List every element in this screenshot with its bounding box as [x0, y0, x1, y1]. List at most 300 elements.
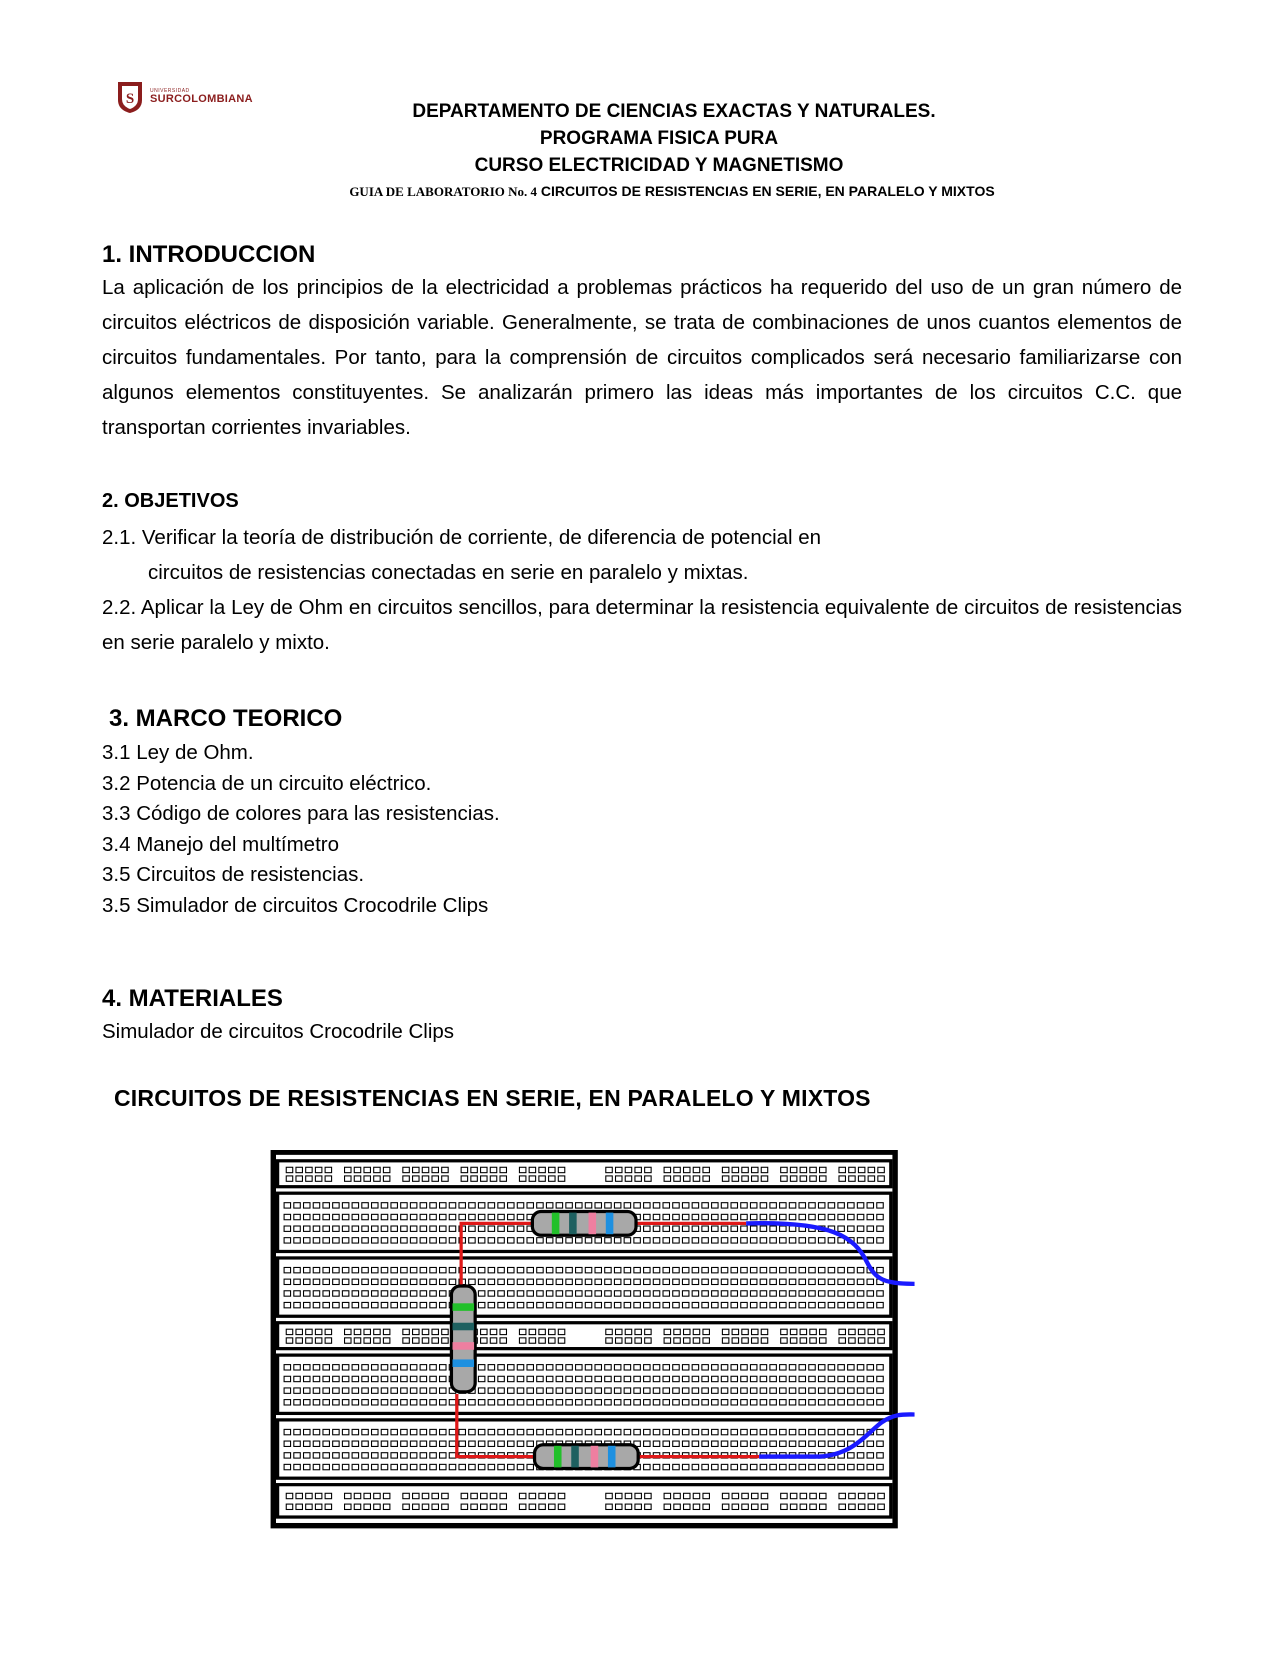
breadboard-hole	[674, 1493, 680, 1498]
breadboard-hole	[362, 1388, 368, 1393]
section-materials	[102, 984, 1182, 1049]
breadboard-hole	[731, 1429, 737, 1434]
breadboard-hole	[606, 1176, 612, 1181]
breadboard-hole	[712, 1291, 718, 1296]
breadboard-hole	[800, 1338, 806, 1343]
breadboard-hole	[556, 1302, 562, 1307]
breadboard-hole	[315, 1329, 321, 1334]
breadboard-hole	[440, 1429, 446, 1434]
breadboard-hole	[684, 1167, 690, 1172]
breadboard-hole	[488, 1464, 494, 1469]
breadboard-hole	[692, 1388, 698, 1393]
breadboard-hole	[372, 1388, 378, 1393]
resistor-bottom	[535, 1445, 639, 1469]
breadboard-hole	[644, 1279, 650, 1284]
breadboard-hole	[527, 1376, 533, 1381]
breadboard-hole	[323, 1388, 329, 1393]
breadboard-hole	[877, 1464, 883, 1469]
intro-text: La aplicación de los principios de la electricidad a problemas prácticos ha requerido del uso de un gran número de circuitos eléctricos de disposición variable. Generalmente, se trata de combinaciones de unos cuantos elementos de circuitos fundamentales. Por tanto, para la comprensión de circuitos complicados será necesario familiarizarse con algunos elementos constituyentes. Se analizarán primero las ideas más importantes de los circuitos C.C. que transportan corrientes invariables.	[102, 276, 1182, 439]
breadboard-hole	[809, 1464, 815, 1469]
breadboard-hole	[867, 1226, 873, 1231]
breadboard-hole	[750, 1203, 756, 1208]
breadboard-hole	[702, 1429, 708, 1434]
breadboard-hole	[342, 1279, 348, 1284]
breadboard-hole	[323, 1279, 329, 1284]
breadboard-hole	[342, 1400, 348, 1405]
breadboard-hole	[741, 1464, 747, 1469]
breadboard-hole	[490, 1176, 496, 1181]
breadboard-hole	[741, 1226, 747, 1231]
breadboard-hole	[722, 1176, 728, 1181]
breadboard-hole	[304, 1441, 310, 1446]
breadboard-hole	[449, 1226, 455, 1231]
breadboard-hole	[868, 1176, 874, 1181]
breadboard-hole	[549, 1493, 555, 1498]
theory-item: 3.4 Manejo del multímetro	[102, 832, 340, 856]
breadboard-hole	[362, 1279, 368, 1284]
breadboard-hole	[585, 1279, 591, 1284]
breadboard-hole	[576, 1291, 582, 1296]
breadboard-hole	[342, 1203, 348, 1208]
breadboard-hole	[867, 1291, 873, 1296]
breadboard-hole	[741, 1388, 747, 1393]
breadboard-hole	[410, 1441, 416, 1446]
breadboard-hole	[422, 1329, 428, 1334]
breadboard-hole	[481, 1338, 487, 1343]
breadboard-hole	[849, 1176, 855, 1181]
breadboard-hole	[731, 1226, 737, 1231]
breadboard-hole	[354, 1176, 360, 1181]
breadboard-hole	[789, 1203, 795, 1208]
breadboard-hole	[294, 1441, 300, 1446]
breadboard-hole	[770, 1400, 776, 1405]
breadboard-hole	[770, 1429, 776, 1434]
breadboard-hole	[780, 1400, 786, 1405]
breadboard-hole	[546, 1376, 552, 1381]
breadboard-hole	[410, 1238, 416, 1243]
breadboard-hole	[595, 1279, 601, 1284]
breadboard-hole	[742, 1493, 748, 1498]
breadboard-hole	[430, 1291, 436, 1296]
breadboard-hole	[352, 1464, 358, 1469]
breadboard-hole	[750, 1291, 756, 1296]
breadboard-hole	[294, 1429, 300, 1434]
resistor-body	[535, 1445, 639, 1469]
breadboard-hole	[422, 1504, 428, 1509]
breadboard-hole	[459, 1214, 465, 1219]
breadboard-hole	[770, 1464, 776, 1469]
breadboard-hole	[595, 1429, 601, 1434]
breadboard-hole	[296, 1329, 302, 1334]
breadboard-hole	[352, 1267, 358, 1272]
breadboard-hole	[780, 1238, 786, 1243]
breadboard-hole	[508, 1226, 514, 1231]
breadboard-hole	[478, 1441, 484, 1446]
breadboard-hole	[508, 1365, 514, 1370]
breadboard-hole	[527, 1365, 533, 1370]
breadboard-hole	[616, 1167, 622, 1172]
breadboard-hole	[703, 1167, 709, 1172]
breadboard-hole	[315, 1338, 321, 1343]
breadboard-hole	[381, 1453, 387, 1458]
breadboard-hole	[362, 1267, 368, 1272]
breadboard-hole	[304, 1214, 310, 1219]
resistor-vertical	[451, 1286, 475, 1392]
breadboard-hole	[682, 1441, 688, 1446]
breadboard-hole	[294, 1400, 300, 1405]
breadboard-hole	[294, 1226, 300, 1231]
breadboard-hole	[333, 1226, 339, 1231]
breadboard-hole	[546, 1429, 552, 1434]
breadboard-hole	[780, 1291, 786, 1296]
breadboard-hole	[508, 1388, 514, 1393]
breadboard-hole	[556, 1388, 562, 1393]
breadboard-hole	[537, 1302, 543, 1307]
breadboard-hole	[342, 1267, 348, 1272]
breadboard-hole	[634, 1279, 640, 1284]
breadboard-hole	[478, 1214, 484, 1219]
breadboard-hole	[848, 1279, 854, 1284]
breadboard-hole	[799, 1388, 805, 1393]
breadboard-hole	[877, 1226, 883, 1231]
breadboard-hole	[391, 1226, 397, 1231]
breadboard-hole	[624, 1376, 630, 1381]
breadboard-hole	[818, 1203, 824, 1208]
breadboard-hole	[362, 1464, 368, 1469]
breadboard-hole	[374, 1176, 380, 1181]
breadboard-hole	[481, 1493, 487, 1498]
breadboard-hole	[818, 1388, 824, 1393]
breadboard-hole	[644, 1400, 650, 1405]
breadboard-hole	[556, 1365, 562, 1370]
breadboard-hole	[839, 1338, 845, 1343]
breadboard-hole	[732, 1504, 738, 1509]
breadboard-hole	[818, 1441, 824, 1446]
breadboard-hole	[294, 1302, 300, 1307]
breadboard-hole	[810, 1329, 816, 1334]
breadboard-hole	[692, 1238, 698, 1243]
breadboard-hole	[362, 1302, 368, 1307]
breadboard-hole	[721, 1400, 727, 1405]
breadboard-hole	[867, 1279, 873, 1284]
resistor-band	[569, 1213, 577, 1235]
breadboard-hole	[857, 1226, 863, 1231]
breadboard-hole	[731, 1279, 737, 1284]
resistor-band	[591, 1446, 599, 1468]
breadboard-hole	[527, 1400, 533, 1405]
breadboard-hole	[848, 1291, 854, 1296]
breadboard-hole	[478, 1302, 484, 1307]
breadboard-hole	[810, 1338, 816, 1343]
breadboard-hole	[624, 1291, 630, 1296]
breadboard-hole	[442, 1176, 448, 1181]
breadboard-hole	[442, 1493, 448, 1498]
breadboard-hole	[828, 1429, 834, 1434]
breadboard-hole	[702, 1291, 708, 1296]
breadboard-hole	[284, 1279, 290, 1284]
breadboard-hole	[809, 1400, 815, 1405]
breadboard-hole	[364, 1504, 370, 1509]
breadboard-hole	[682, 1365, 688, 1370]
breadboard-hole	[781, 1504, 787, 1509]
breadboard-hole	[440, 1267, 446, 1272]
breadboard-hole	[780, 1267, 786, 1272]
breadboard-hole	[682, 1214, 688, 1219]
breadboard-hole	[653, 1388, 659, 1393]
breadboard-hole	[673, 1279, 679, 1284]
breadboard-hole	[663, 1400, 669, 1405]
breadboard-hole	[508, 1441, 514, 1446]
breadboard-hole	[693, 1504, 699, 1509]
breadboard-hole	[770, 1226, 776, 1231]
breadboard-hole	[682, 1302, 688, 1307]
breadboard-hole	[323, 1441, 329, 1446]
breadboard-hole	[868, 1493, 874, 1498]
breadboard-hole	[625, 1329, 631, 1334]
breadboard-hole	[625, 1504, 631, 1509]
breadboard-hole	[828, 1441, 834, 1446]
breadboard-hole	[401, 1267, 407, 1272]
breadboard-hole	[634, 1302, 640, 1307]
breadboard-hole	[616, 1176, 622, 1181]
breadboard-hole	[488, 1279, 494, 1284]
breadboard-hole	[576, 1376, 582, 1381]
breadboard-hole	[653, 1464, 659, 1469]
breadboard-hole	[517, 1365, 523, 1370]
breadboard-hole	[381, 1279, 387, 1284]
breadboard-strip	[278, 1161, 891, 1187]
breadboard-hole	[781, 1176, 787, 1181]
breadboard-hole	[616, 1338, 622, 1343]
theory-item: 3.2 Potencia de un circuito eléctrico.	[102, 771, 432, 795]
breadboard-hole	[742, 1338, 748, 1343]
header-program: PROGRAMA FISICA PURA	[539, 128, 779, 149]
breadboard-hole	[595, 1376, 601, 1381]
breadboard-hole	[352, 1291, 358, 1296]
breadboard-hole	[352, 1365, 358, 1370]
breadboard-hole	[800, 1167, 806, 1172]
breadboard-hole	[420, 1203, 426, 1208]
breadboard-hole	[517, 1291, 523, 1296]
breadboard-hole	[313, 1441, 319, 1446]
breadboard-hole	[867, 1453, 873, 1458]
breadboard-hole	[352, 1203, 358, 1208]
breadboard-hole	[732, 1176, 738, 1181]
breadboard-hole	[313, 1203, 319, 1208]
breadboard-hole	[663, 1365, 669, 1370]
breadboard-hole	[839, 1493, 845, 1498]
breadboard-hole	[760, 1429, 766, 1434]
breadboard-hole	[625, 1493, 631, 1498]
breadboard-hole	[732, 1338, 738, 1343]
breadboard-hole	[430, 1226, 436, 1231]
breadboard-hole	[478, 1429, 484, 1434]
breadboard-hole	[345, 1338, 351, 1343]
breadboard-hole	[674, 1176, 680, 1181]
breadboard-hole	[692, 1279, 698, 1284]
breadboard-hole	[323, 1214, 329, 1219]
breadboard-hole	[809, 1388, 815, 1393]
breadboard-hole	[595, 1291, 601, 1296]
breadboard-hole	[529, 1338, 535, 1343]
breadboard-hole	[383, 1329, 389, 1334]
breadboard-hole	[469, 1441, 475, 1446]
breadboard-hole	[333, 1365, 339, 1370]
breadboard-hole	[401, 1203, 407, 1208]
breadboard-hole	[635, 1329, 641, 1334]
breadboard-hole	[848, 1203, 854, 1208]
breadboard-hole	[498, 1388, 504, 1393]
breadboard-hole	[481, 1176, 487, 1181]
breadboard-hole	[372, 1429, 378, 1434]
breadboard-hole	[635, 1504, 641, 1509]
breadboard-hole	[878, 1338, 884, 1343]
breadboard-hole	[781, 1329, 787, 1334]
breadboard-hole	[354, 1329, 360, 1334]
breadboard-hole	[498, 1302, 504, 1307]
breadboard-hole	[469, 1203, 475, 1208]
breadboard-hole	[413, 1338, 419, 1343]
breadboard-hole	[789, 1291, 795, 1296]
breadboard-hole	[432, 1338, 438, 1343]
breadboard-hole	[741, 1267, 747, 1272]
breadboard-hole	[624, 1429, 630, 1434]
breadboard-hole	[770, 1238, 776, 1243]
breadboard-hole	[692, 1429, 698, 1434]
breadboard-strip	[278, 1485, 891, 1517]
breadboard-hole	[304, 1464, 310, 1469]
breadboard-hole	[877, 1302, 883, 1307]
breadboard-hole	[644, 1365, 650, 1370]
breadboard-hole	[760, 1388, 766, 1393]
breadboard-hole	[413, 1176, 419, 1181]
breadboard-hole	[828, 1302, 834, 1307]
breadboard-hole	[820, 1493, 826, 1498]
breadboard-hole	[364, 1176, 370, 1181]
breadboard-hole	[323, 1302, 329, 1307]
breadboard-hole	[313, 1388, 319, 1393]
breadboard-hole	[818, 1429, 824, 1434]
breadboard-hole	[333, 1302, 339, 1307]
breadboard-hole	[857, 1238, 863, 1243]
breadboard-hole	[820, 1329, 826, 1334]
breadboard-hole	[352, 1400, 358, 1405]
document-header	[0, 98, 1280, 200]
breadboard-hole	[546, 1302, 552, 1307]
breadboard-hole	[488, 1365, 494, 1370]
breadboard-hole	[296, 1167, 302, 1172]
breadboard-hole	[333, 1453, 339, 1458]
breadboard-hole	[673, 1365, 679, 1370]
breadboard-hole	[750, 1376, 756, 1381]
breadboard-hole	[809, 1429, 815, 1434]
breadboard-hole	[342, 1291, 348, 1296]
breadboard-hole	[432, 1493, 438, 1498]
breadboard-hole	[383, 1338, 389, 1343]
breadboard-hole	[383, 1167, 389, 1172]
objectives-title: 2. OBJETIVOS	[102, 490, 239, 512]
breadboard-hole	[440, 1279, 446, 1284]
breadboard-hole	[342, 1226, 348, 1231]
breadboard-hole	[848, 1400, 854, 1405]
breadboard-hole	[323, 1376, 329, 1381]
breadboard-hole	[858, 1338, 864, 1343]
breadboard-hole	[857, 1376, 863, 1381]
breadboard-hole	[810, 1504, 816, 1509]
breadboard-hole	[721, 1441, 727, 1446]
breadboard-hole	[663, 1203, 669, 1208]
breadboard-hole	[539, 1167, 545, 1172]
breadboard-hole	[352, 1429, 358, 1434]
breadboard-hole	[838, 1267, 844, 1272]
breadboard-diagram	[270, 1150, 920, 1530]
breadboard-hole	[664, 1176, 670, 1181]
breadboard-hole	[546, 1365, 552, 1370]
breadboard-hole	[432, 1504, 438, 1509]
breadboard-hole	[529, 1493, 535, 1498]
breadboard-hole	[325, 1338, 331, 1343]
breadboard-hole	[401, 1441, 407, 1446]
breadboard-hole	[364, 1329, 370, 1334]
breadboard-hole	[663, 1238, 669, 1243]
breadboard-hole	[867, 1376, 873, 1381]
breadboard-hole	[391, 1453, 397, 1458]
breadboard-hole	[673, 1238, 679, 1243]
theory-title: 3. MARCO TEORICO	[109, 705, 343, 732]
breadboard-hole	[645, 1329, 651, 1334]
breadboard-hole	[635, 1493, 641, 1498]
breadboard-hole	[381, 1238, 387, 1243]
breadboard-hole	[653, 1203, 659, 1208]
breadboard-hole	[760, 1226, 766, 1231]
breadboard-hole	[374, 1329, 380, 1334]
breadboard-hole	[420, 1226, 426, 1231]
breadboard-hole	[529, 1329, 535, 1334]
breadboard-hole	[858, 1176, 864, 1181]
breadboard-hole	[818, 1464, 824, 1469]
breadboard-hole	[857, 1279, 863, 1284]
breadboard-hole	[469, 1400, 475, 1405]
breadboard-hole	[703, 1338, 709, 1343]
breadboard-hole	[702, 1214, 708, 1219]
breadboard-hole	[838, 1464, 844, 1469]
breadboard-hole	[498, 1376, 504, 1381]
breadboard-hole	[857, 1388, 863, 1393]
materials-title: 4. MATERIALES	[102, 985, 283, 1012]
breadboard-hole	[306, 1338, 312, 1343]
breadboard-hole	[614, 1376, 620, 1381]
breadboard-hole	[878, 1329, 884, 1334]
breadboard-hole	[333, 1464, 339, 1469]
breadboard-hole	[391, 1429, 397, 1434]
breadboard-hole	[810, 1167, 816, 1172]
breadboard-hole	[315, 1504, 321, 1509]
breadboard-hole	[645, 1176, 651, 1181]
breadboard-hole	[500, 1329, 506, 1334]
breadboard-hole	[606, 1329, 612, 1334]
breadboard-hole	[742, 1167, 748, 1172]
breadboard-hole	[624, 1365, 630, 1370]
breadboard-hole	[537, 1267, 543, 1272]
breadboard-hole	[539, 1504, 545, 1509]
breadboard-hole	[663, 1279, 669, 1284]
breadboard-hole	[558, 1167, 564, 1172]
breadboard-hole	[857, 1291, 863, 1296]
breadboard-hole	[381, 1464, 387, 1469]
breadboard-hole	[644, 1429, 650, 1434]
breadboard-hole	[304, 1453, 310, 1458]
breadboard-hole	[420, 1441, 426, 1446]
